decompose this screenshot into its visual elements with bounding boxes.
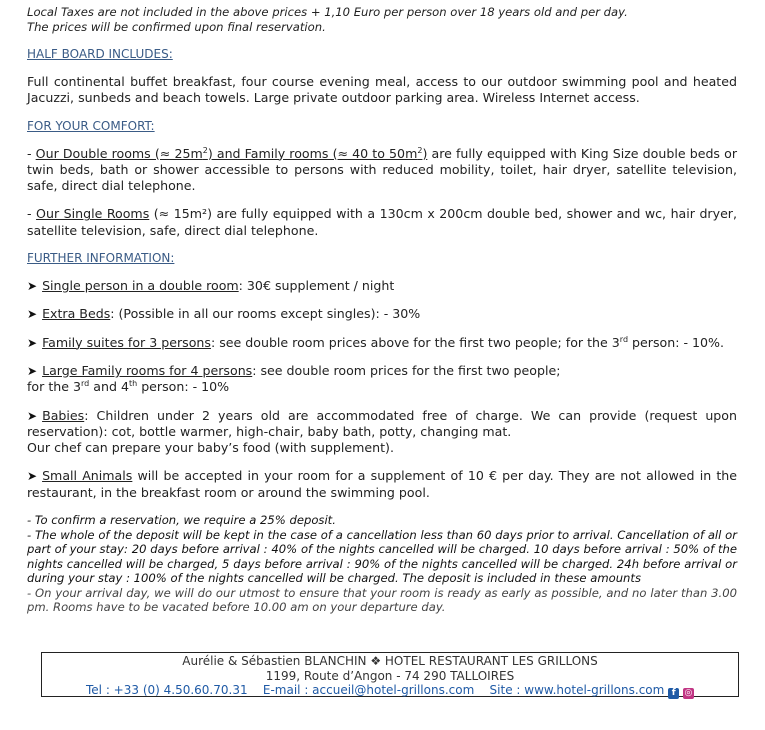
single-rooms-link[interactable]: Our Single Rooms: [36, 206, 150, 222]
email-link[interactable]: E-mail : accueil@hotel-grillons.com: [262, 683, 475, 697]
extra-beds-item: ➤ Extra Beds: (Possible in all our rooms except singles): - 30%: [27, 306, 421, 322]
family-rooms-4-link[interactable]: Large Family rooms for 4 persons: [42, 362, 253, 378]
extra-beds-link[interactable]: Extra Beds: [42, 306, 111, 322]
local-taxes-note: [27, 5, 737, 34]
prices-confirmation-line: The prices will be confirmed upon final reservation.: [27, 19, 326, 34]
babies-item: ➤ Babies: Children under 2 years old are accommodated free of charge. We can provide (request upon reservation): cot, bottle warmer, high-chair, baby bath, potty, changing mat. Our chef can prepare your baby’s food (with supplement).: [27, 407, 737, 456]
arrival-policy: - On your arrival day, we will do our utmost to ensure that your room is ready as early as possible, and no later than 3.00 pm. Rooms have to be vacated before 10.00 am on your departure day.: [27, 585, 737, 615]
small-animals-link[interactable]: Small Animals: [42, 468, 133, 484]
hotel-name-line: Aurélie & Sébastien BLANCHIN ❖ HOTEL RESTAURANT LES GRILLONS: [182, 654, 598, 668]
single-rooms-paragraph: - Our Single Rooms (≈ 15m²) are fully equipped with a 130cm x 200cm double bed, shower and wc, hair dryer, satellite television, safe, direct dial telephone.: [27, 206, 737, 238]
contact-line: [42, 683, 738, 699]
single-person-link[interactable]: Single person in a double room: [42, 278, 239, 294]
single-rooms-text: (≈ 15m²) are fully equipped with a 130cm x 200cm double bed, shower and wc, hair dryer, satellite television, safe, direct dial telephone.: [27, 206, 737, 238]
instagram-icon[interactable]: ◎: [684, 688, 693, 698]
family-suites-3-item: ➤ Family suites for 3 persons: see double room prices above for the first two people; for the 3rd person: - 10%.: [27, 334, 724, 350]
comfort-heading[interactable]: FOR YOUR COMFORT:: [27, 118, 155, 133]
arrow-icon: ➤: [27, 363, 38, 378]
double-rooms-paragraph: - Our Double rooms (≈ $25m^2$) and Family rooms (≈ 40 to $50m^2$) are fully equipped with King Size double beds or twin beds, bath or shower accessible to persons with reduced mobility, toilet, hair dryer, satellite television, safe, direct dial telephone.: [27, 145, 737, 194]
arrow-icon: ➤: [27, 408, 38, 423]
babies-chef-line: Our chef can prepare your baby’s food (with supplement).: [27, 440, 394, 456]
facebook-icon[interactable]: f: [668, 688, 679, 699]
family-suites-3-link[interactable]: Family suites for 3 persons: [42, 334, 211, 350]
arrow-icon: ➤: [27, 335, 38, 350]
arrow-icon: ➤: [27, 469, 38, 484]
further-info-heading[interactable]: FURTHER INFORMATION:: [27, 251, 175, 266]
half-board-heading[interactable]: HALF BOARD INCLUDES:: [27, 47, 173, 61]
phone-link[interactable]: Tel : +33 (0) 4.50.60.70.31: [86, 683, 248, 697]
local-taxes-line: Local Taxes are not included in the above prices + 1,10 Euro per person over 18 years old and per day.: [27, 5, 628, 19]
hotel-address-line: 1199, Route d’Angon - 74 290 TALLOIRES: [265, 668, 515, 683]
double-rooms-text: are fully equipped with King Size double beds or twin beds, bath or shower accessible to persons with reduced mobility, toilet, hair dryer, satellite television, safe, direct dial telephone.: [27, 145, 737, 194]
site-label: Site :: [489, 683, 525, 697]
single-person-item: ➤ Single person in a double room: 30€ supplement / night: [27, 278, 395, 294]
document-body: [27, 5, 737, 615]
cancellation-policy: - The whole of the deposit will be kept in the case of a cancellation less than 60 days prior to arrival. Cancellation of all or part of your stay: 20 days before arrival : 40% of the nights cancelled will be charged. 10 days before arrival : 50% of the nights cancelled will be charged, 5 days before arrival : 90% of the nights cancelled will be charged. 24h before arrival or during your stay : 100% of the nights cancelled will be charged. The deposit is included in these amounts: [27, 527, 737, 586]
deposit-section: [27, 513, 737, 615]
hotel-contact-box: [41, 652, 739, 697]
arrow-icon: ➤: [27, 279, 38, 294]
double-rooms-link[interactable]: Our Double rooms (≈ $25m^2$) and Family rooms (≈ 40 to $50m^2$): [35, 145, 428, 161]
website-link[interactable]: www.hotel-grillons.com: [524, 683, 665, 697]
arrow-icon: ➤: [27, 307, 38, 322]
small-animals-item: ➤ Small Animals will be accepted in your room for a supplement of 10 € per day. They are not allowed in the restaurant, in the breakfast room or around the swimming pool.: [27, 468, 737, 500]
family-rooms-4-item: ➤ Large Family rooms for 4 persons: see double room prices for the first two people; for the 3rd and 4th person: - 10%: [27, 362, 561, 395]
babies-link[interactable]: Babies: [42, 407, 85, 423]
half-board-text: Full continental buffet breakfast, four course evening meal, access to our outdoor swimming pool and heated Jacuzzi, sunbeds and beach towels. Large private outdoor parking area. Wireless Internet access.: [27, 74, 737, 106]
deposit-requirement: - To confirm a reservation, we require a 25% deposit.: [27, 513, 336, 528]
